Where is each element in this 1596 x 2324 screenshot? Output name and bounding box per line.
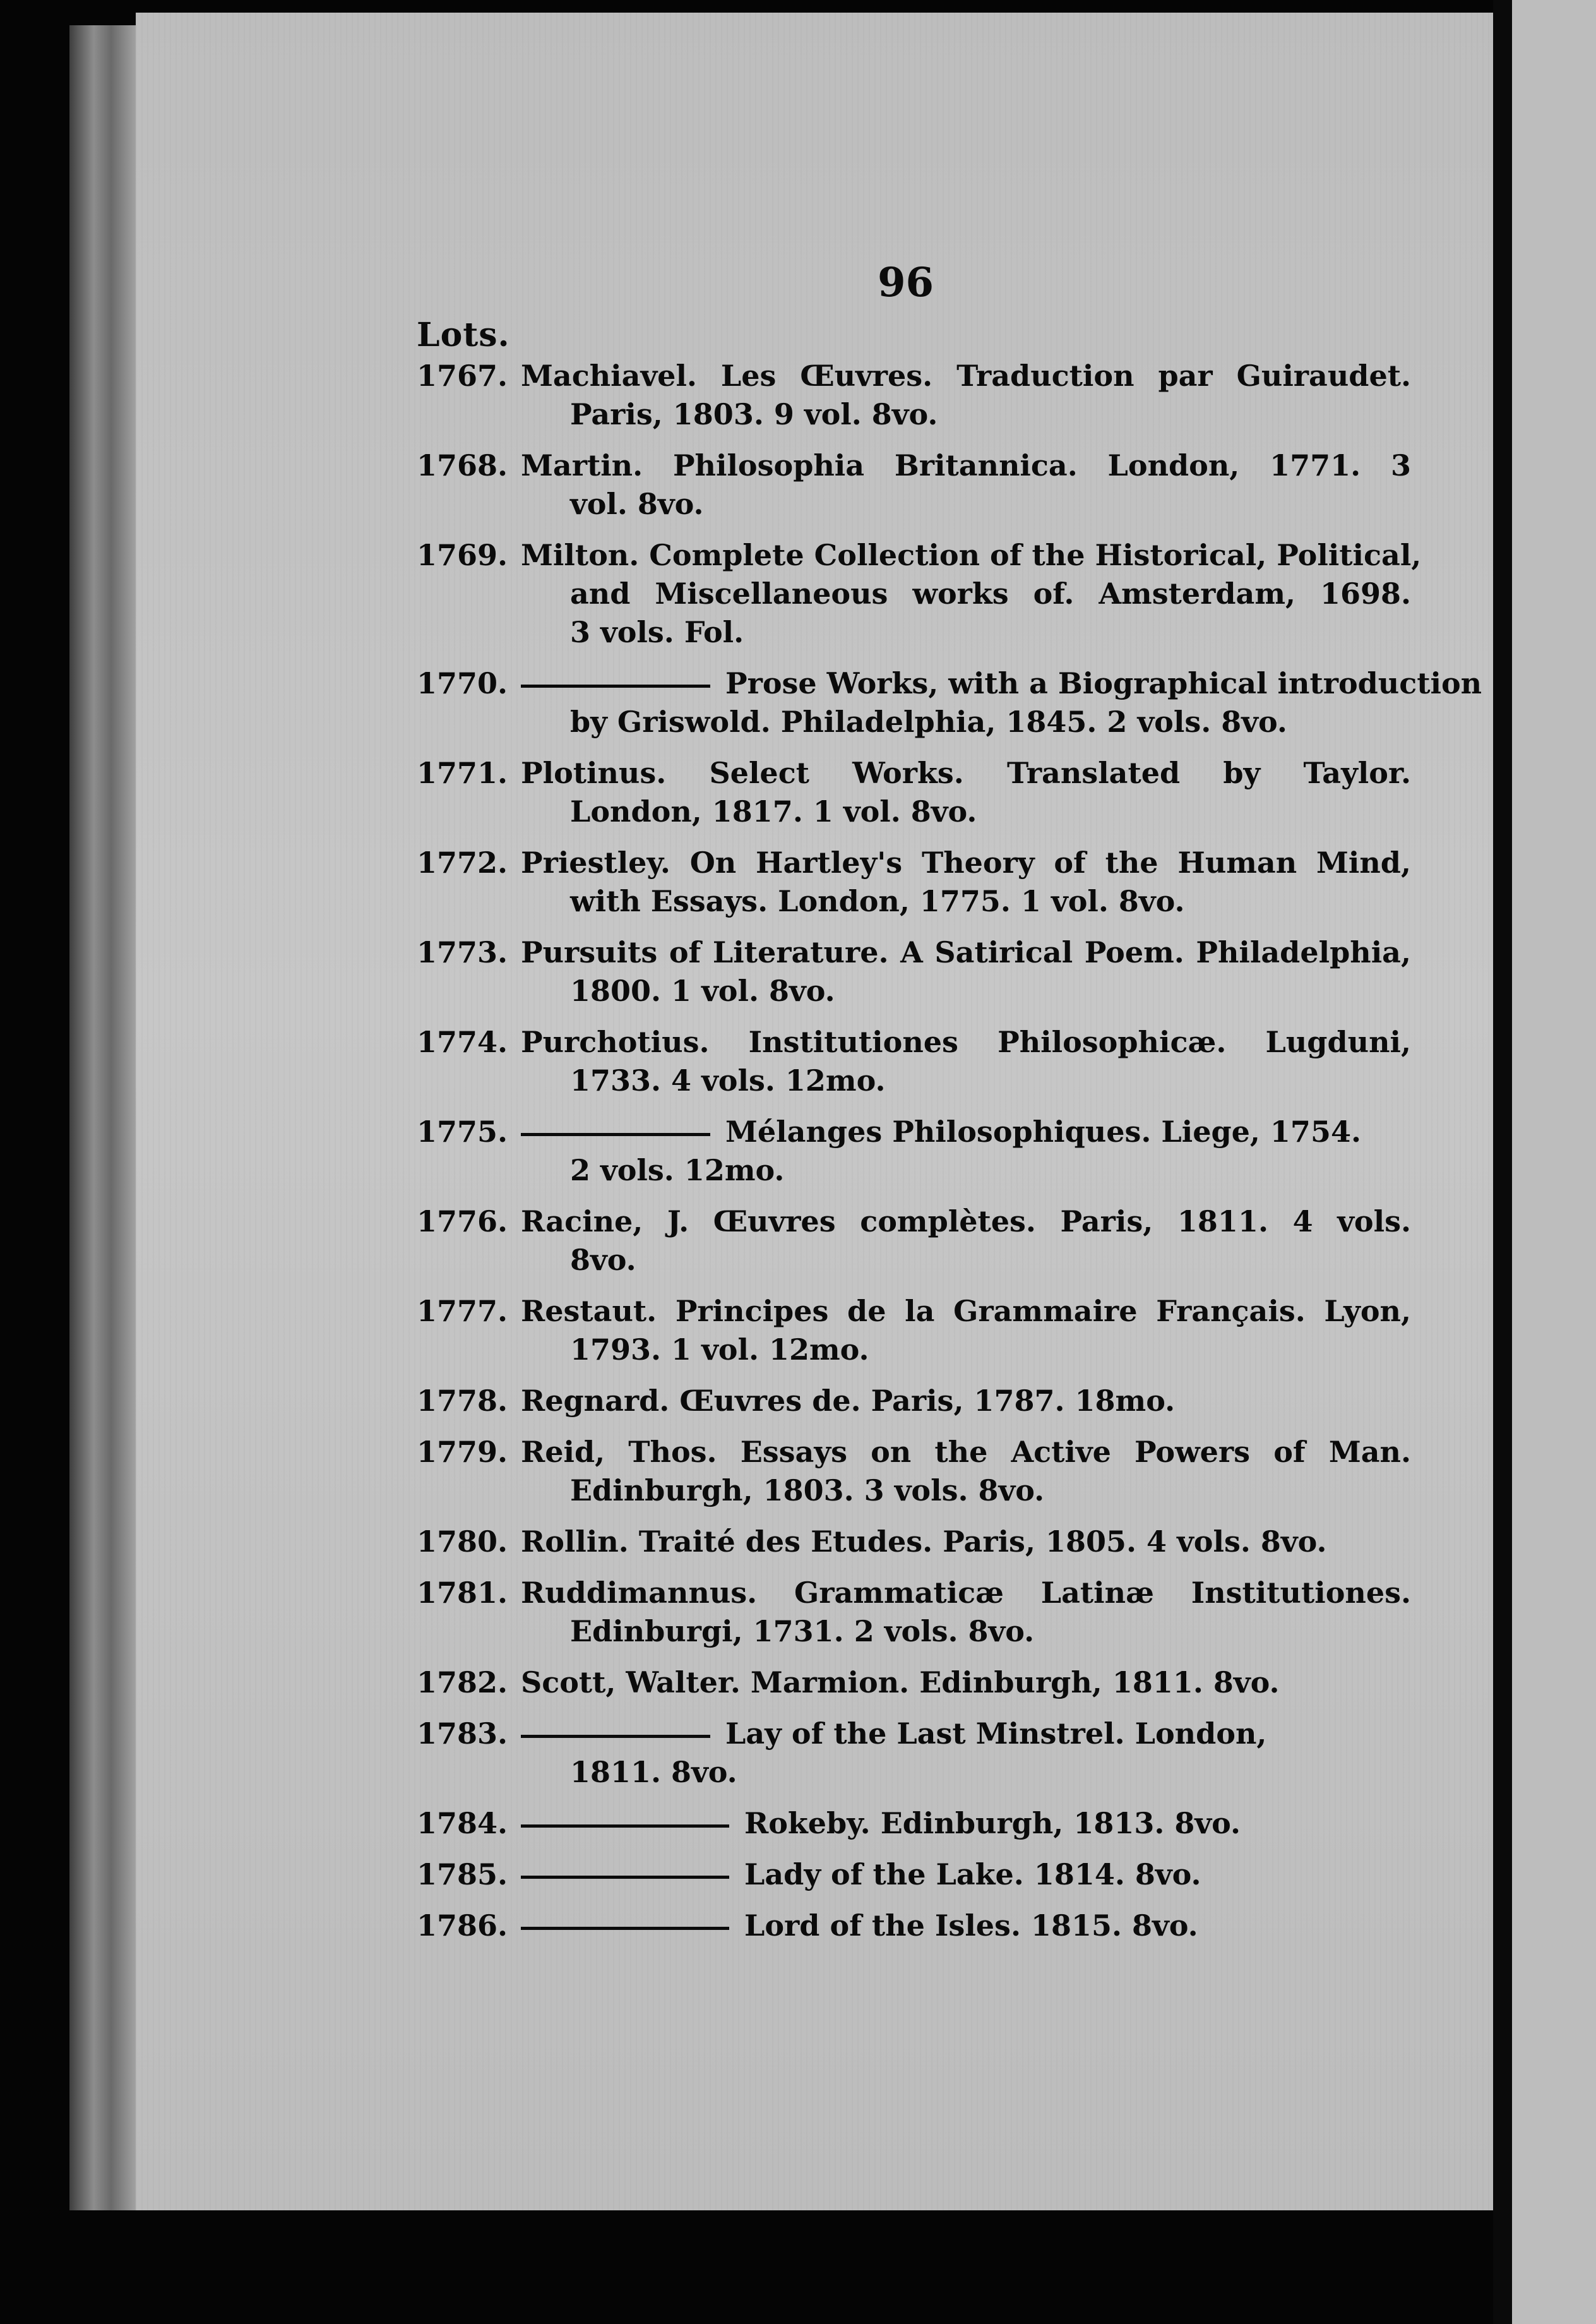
entry-text: and Miscellaneous works of. Amsterdam, 1698.: [570, 577, 1411, 611]
entry-text: Racine, J. Œuvres complètes. Paris, 1811. 4 vols.: [521, 1204, 1411, 1238]
binding-gutter: [1493, 0, 1512, 2324]
entry-text: Edinburgi, 1731. 2 vols. 8vo.: [570, 1614, 1035, 1648]
lot-number: 1772.: [417, 846, 508, 880]
entry-text: Lay of the Last Minstrel. London,: [521, 1715, 1411, 1753]
lot-number: 1780.: [417, 1524, 508, 1559]
entry-text: Restaut. Principes de la Grammaire Français. Lyon,: [521, 1294, 1411, 1328]
entry-text: Paris, 1803. 9 vol. 8vo.: [570, 397, 938, 431]
entry-text: with Essays. London, 1775. 1 vol. 8vo.: [570, 884, 1185, 918]
lot-number: 1775.: [417, 1115, 508, 1149]
lot-number: 1767.: [417, 359, 508, 393]
lot-number: 1782.: [417, 1665, 508, 1699]
entry-text: Scott, Walter. Marmion. Edinburgh, 1811. 8vo.: [521, 1665, 1280, 1699]
entry-text: Lady of the Lake. 1814. 8vo.: [521, 1855, 1411, 1894]
lot-entry: [417, 1292, 1411, 1369]
entry-text: Machiavel. Les Œuvres. Traduction par Guiraudet.: [521, 359, 1411, 393]
lot-entry: [417, 844, 1411, 921]
entry-text: Regnard. Œuvres de. Paris, 1787. 18mo.: [521, 1384, 1176, 1418]
page-edge: [69, 25, 139, 2210]
entry-text: 8vo.: [570, 1243, 636, 1277]
lot-number: 1786.: [417, 1908, 508, 1943]
lot-entry: [417, 446, 1411, 524]
entry-text: 2 vols. 12mo.: [570, 1153, 785, 1187]
entry-text: Prose Works, with a Biographical introduction: [521, 664, 1482, 703]
lot-list: [417, 357, 1482, 1958]
ditto-rule: [521, 1824, 729, 1828]
entry-text: Edinburgh, 1803. 3 vols. 8vo.: [570, 1473, 1045, 1507]
lot-number: 1769.: [417, 538, 508, 572]
entry-text: London, 1817. 1 vol. 8vo.: [570, 794, 977, 829]
page-number: 96: [878, 259, 934, 306]
ditto-rule: [521, 1876, 729, 1879]
lot-number: 1770.: [417, 666, 508, 700]
lot-entry: [417, 1663, 1411, 1702]
lot-number: 1783.: [417, 1716, 508, 1751]
lot-entry: [417, 1433, 1411, 1510]
entry-text: Ruddimannus. Grammaticæ Latinæ Institutiones.: [521, 1576, 1411, 1610]
entry-text: Plotinus. Select Works. Translated by Taylor.: [521, 756, 1411, 790]
entry-text: Reid, Thos. Essays on the Active Powers of Man.: [521, 1435, 1411, 1469]
ditto-rule: [521, 685, 710, 688]
lot-entry: [417, 357, 1411, 434]
entry-text: Lord of the Isles. 1815. 8vo.: [521, 1907, 1411, 1945]
entry-text: Martin. Philosophia Britannica. London, 1771. 3: [521, 448, 1411, 482]
column-heading: Lots.: [417, 316, 510, 354]
entry-text: 3 vols. Fol.: [570, 615, 744, 649]
entry-text: Pursuits of Literature. A Satirical Poem. Philadelphia,: [521, 935, 1411, 969]
ditto-rule: [521, 1735, 710, 1738]
entry-text: by Griswold. Philadelphia, 1845. 2 vols. 8vo.: [570, 705, 1287, 739]
entry-text: 1800. 1 vol. 8vo.: [570, 974, 835, 1008]
entry-text: 1733. 4 vols. 12mo.: [570, 1063, 886, 1098]
lot-entry: [417, 754, 1411, 831]
lot-number: 1777.: [417, 1294, 508, 1328]
entry-text: Rokeby. Edinburgh, 1813. 8vo.: [521, 1804, 1411, 1843]
lot-entry: [417, 1023, 1411, 1100]
ditto-rule: [521, 1133, 710, 1136]
entry-text: Milton. Complete Collection of the Historical, Political,: [521, 538, 1422, 572]
lot-entry: [417, 1523, 1411, 1561]
entry-text: Rollin. Traité des Etudes. Paris, 1805. 4 vols. 8vo.: [521, 1524, 1327, 1559]
entry-text: Mélanges Philosophiques. Liege, 1754.: [521, 1113, 1411, 1151]
lot-entry: [417, 1855, 1411, 1894]
lot-number: 1778.: [417, 1384, 508, 1418]
entry-text: 1811. 8vo.: [570, 1755, 737, 1789]
lot-entry: [417, 1715, 1411, 1792]
lot-entry: [417, 933, 1411, 1010]
lot-number: 1779.: [417, 1435, 508, 1469]
lot-number: 1776.: [417, 1204, 508, 1238]
lot-number: 1773.: [417, 935, 508, 969]
entry-text: 1793. 1 vol. 12mo.: [570, 1333, 869, 1367]
lot-entry: [417, 1202, 1411, 1279]
lot-entry: [417, 1574, 1411, 1651]
lot-number: 1771.: [417, 756, 508, 790]
lot-entry: [417, 1907, 1411, 1945]
lot-number: 1784.: [417, 1806, 508, 1840]
facing-page-edge: [1512, 0, 1596, 2324]
entry-text: Priestley. On Hartley's Theory of the Human Mind,: [521, 846, 1411, 880]
lot-entry: [417, 1382, 1411, 1420]
lot-number: 1774.: [417, 1025, 508, 1059]
lot-number: 1768.: [417, 448, 508, 482]
lot-entry: [417, 1113, 1411, 1190]
lot-entry: [417, 536, 1422, 652]
lot-number: 1781.: [417, 1576, 508, 1610]
ditto-rule: [521, 1927, 729, 1930]
lot-number: 1785.: [417, 1857, 508, 1891]
lot-entry: [417, 664, 1482, 741]
lot-entry: [417, 1804, 1411, 1843]
entry-text: Purchotius. Institutiones Philosophicæ. Lugduni,: [521, 1025, 1411, 1059]
entry-text: vol. 8vo.: [570, 487, 704, 521]
